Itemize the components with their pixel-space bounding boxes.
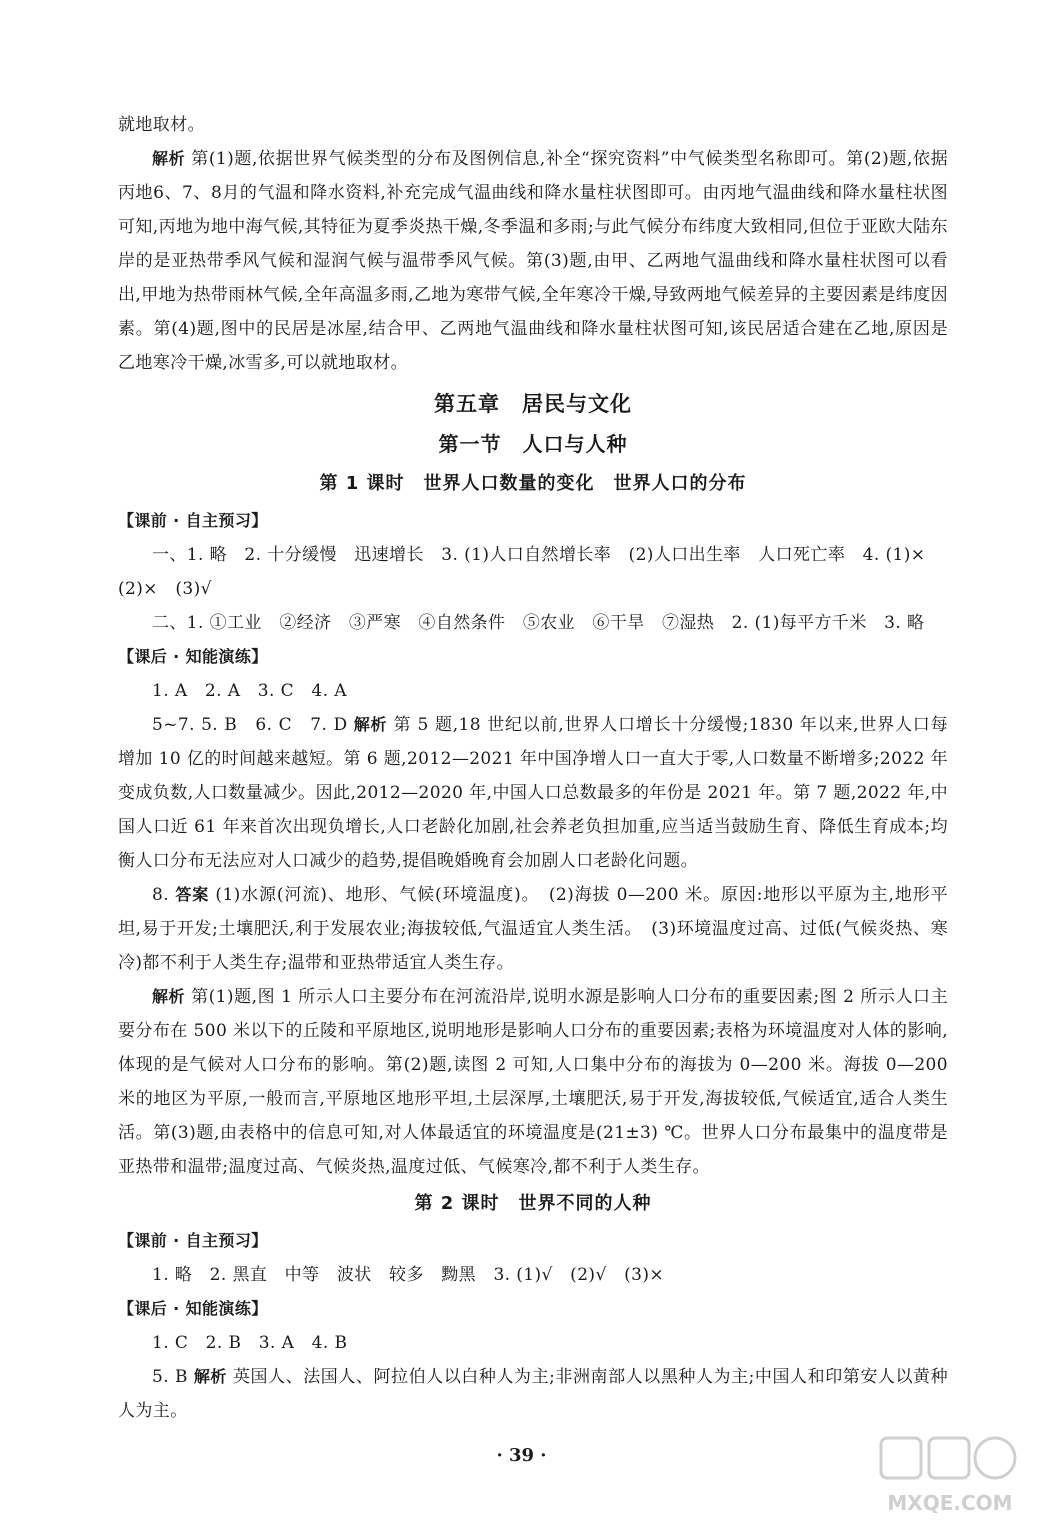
lesson-2-preview-heading: 【课前 · 自主预习】 — [118, 1231, 268, 1250]
prev-analysis-paragraph — [118, 142, 948, 380]
page-number: · 39 · — [496, 1445, 547, 1466]
lesson-1-q8-answer — [118, 878, 948, 980]
lesson-1-preview-heading: 【课前 · 自主预习】 — [118, 511, 268, 530]
q8-answer-label: 答案 — [175, 885, 210, 904]
watermark-text: MXQE.COM — [887, 1491, 1013, 1515]
page-content — [118, 108, 948, 1428]
lesson-1-preview-line-2: (2)× (3)√ — [118, 579, 212, 599]
lesson-1-preview-line-1: 一、1. 略 2. 十分缓慢 迅速增长 3. (1)人口自然增长率 (2)人口出生率 人口死亡率 4. (1)× — [152, 545, 926, 565]
chapter-title: 第五章 居民与文化 — [434, 392, 632, 416]
section-title: 第一节 人口与人种 — [438, 432, 628, 456]
lesson-2-practice-heading: 【课后 · 知能演练】 — [118, 1299, 268, 1318]
q8-number: 8. — [152, 885, 170, 905]
lesson-2-preview-line-1: 1. 略 2. 黑直 中等 波状 较多 黝黑 3. (1)√ (2)√ (3)× — [152, 1265, 665, 1285]
lesson-1-title: 第 1 课时 世界人口数量的变化 世界人口的分布 — [319, 473, 747, 494]
lesson-2-q5 — [118, 1360, 948, 1428]
lesson-1-preview-line-3: 二、1. ①工业 ②经济 ③严寒 ④自然条件 ⑤农业 ⑥干旱 ⑦湿热 2. (1)每平方千米 3. 略 — [152, 613, 925, 633]
lesson-2-title: 第 2 课时 世界不同的人种 — [414, 1193, 652, 1214]
intro-tail: 就地取材。 — [118, 115, 205, 135]
lesson-2-answers-1-4: 1. C 2. B 3. A 4. B — [152, 1333, 348, 1353]
watermark-logo — [875, 1432, 1025, 1522]
q8-answer-text: (1)水源(河流)、地形、气候(环境温度)。 (2)海拔 0—200 米。原因:地形以平原为主,地形平坦,易于开发;土壤肥沃,利于发展农业;海拔较低,气温适宜人类生活。 (3)环境温度过高、过低(气候炎热、寒冷)都不利于人类生存;温带和亚热带适宜人类生存。 — [118, 885, 948, 973]
lesson-1-q8-analysis — [118, 980, 948, 1184]
analysis-label: 解析 — [152, 149, 186, 168]
q5-analysis-label: 解析 — [193, 1367, 227, 1386]
analysis-text: 第(1)题,依据世界气候类型的分布及图例信息,补全“探究资料”中气候类型名称即可。第(2)题,依据丙地6、7、8月的气温和降水资料,补充完成气温曲线和降水量柱状图即可。由丙地气温曲线和降水量柱状图可知,丙地为地中海气候,其特征为夏季炎热干燥,冬季温和多雨;与此气候分布纬度大致相同,但位于亚欧大陆东岸的是亚热带季风气候和湿润气候与温带季风气候。第(3)题,由甲、乙两地气温曲线和降水量柱状图可以看出,甲地为热带雨林气候,全年高温多雨,乙地为寒带气候,全年寒冷干燥,导致两地气候差异的主要因素是纬度因素。第(4)题,图中的民居是冰屋,结合甲、乙两地气温曲线和降水量柱状图可知,该民居适合建在乙地,原因是乙地寒冷干燥,冰雪多,可以就地取材。 — [118, 149, 948, 373]
q8-analysis-label: 解析 — [152, 987, 186, 1006]
lesson-1-q5-7 — [118, 708, 948, 878]
q5-analysis-text: 英国人、法国人、阿拉伯人以白种人为主;非洲南部人以黑种人为主;中国人和印第安人以黄种人为主。 — [118, 1367, 948, 1421]
q5-7-analysis-text: 第 5 题,18 世纪以前,世界人口增长十分缓慢;1830 年以来,世界人口每增加 10 亿的时间越来越短。第 6 题,2012—2021 年中国净增人口一直大于零,人口数量不断增多;2022 年变成负数,人口数量减少。因此,2012—2020 年,中国人口总数最多的年份是 2021 年。第 7 题,2022 年,中国人口近 61 年来首次出现负增长,人口老龄化加剧,社会养老负担加重,应当适当鼓励生育、降低生育成本;均衡人口分布无法应对人口减少的趋势,提倡晚婚晚育会加剧人口老龄化问题。 — [118, 715, 948, 871]
lesson-1-practice-heading: 【课后 · 知能演练】 — [118, 647, 268, 666]
q5-answer: 5. B — [152, 1367, 188, 1387]
q8-analysis-text: 第(1)题,图 1 所示人口主要分布在河流沿岸,说明水源是影响人口分布的重要因素;图 2 所示人口主要分布在 500 米以下的丘陵和平原地区,说明地形是影响人口分布的重要因素;表格为环境温度对人体的影响,体现的是气候对人口分布的影响。第(2)题,读图 2 可知,人口集中分布的海拔为 0—200 米。海拔 0—200 米的地区为平原,一般而言,平原地区地形平坦,土层深厚,土壤肥沃,易于开发,海拔较低,气候适宜,适合人类生活。第(3)题,由表格中的信息可知,对人体最适宜的环境温度是(21±3) ℃。世界人口分布最集中的温度带是亚热带和温带;温度过高、气候炎热,温度过低、气候寒冷,都不利于人类生存。 — [118, 987, 948, 1177]
q5-7-answers: 5~7. 5. B 6. C 7. D — [152, 715, 348, 735]
q5-7-analysis-label: 解析 — [353, 715, 388, 734]
lesson-1-answers-1-4: 1. A 2. A 3. C 4. A — [152, 681, 347, 701]
